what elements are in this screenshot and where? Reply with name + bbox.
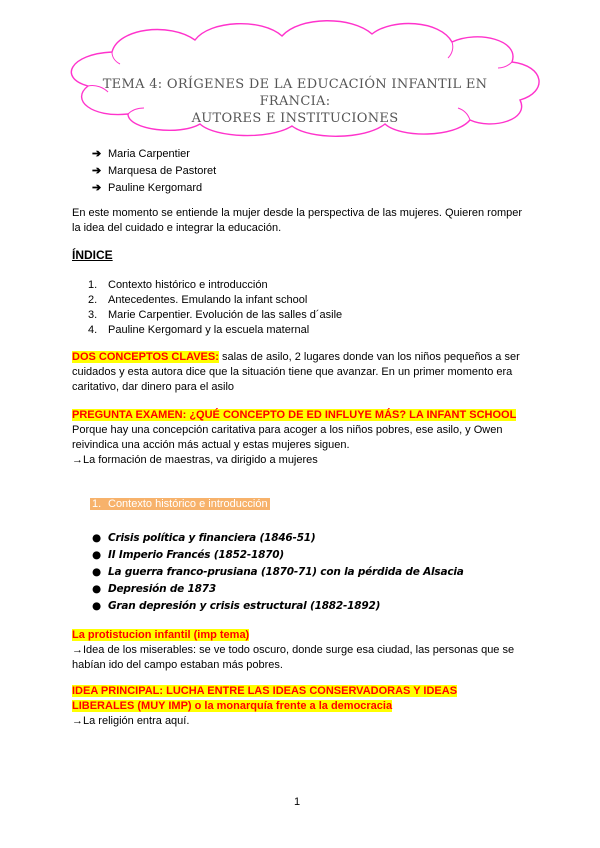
authors-list [92, 146, 216, 197]
title-line-2: AUTORES E INSTITUCIONES [191, 111, 399, 126]
pregunta-block [72, 408, 532, 468]
idea-principal-line-2: LIBERALES (MUY IMP) o la monarquía frente a la democracia [72, 700, 393, 712]
pregunta-arrow-text: →La formación de maestras, va dirigido a mujeres [72, 454, 318, 466]
list-item: 3. Marie Carpentier. Evolución de las salles d´asile [88, 309, 343, 321]
section-heading: 1. Contexto histórico e introducción [92, 498, 268, 510]
idea-principal-line-1: IDEA PRINCIPAL: LUCHA ENTRE LAS IDEAS CONSERVADORAS Y IDEAS [72, 685, 458, 697]
pregunta-text: Porque hay una concepción caritativa para acoger a los niños pobres, ese asilo, y Owen reivindica una acción más actual y estas mujeres siguen. [72, 424, 503, 451]
dos-conceptos-label: DOS CONCEPTOS CLAVES: [72, 351, 219, 363]
list-item: ● La guerra franco-prusiana (1870-71) con la pérdida de Alsacia [92, 564, 464, 581]
list-item: ● II Imperio Francés (1852-1870) [92, 547, 464, 564]
prostitucion-block [72, 628, 532, 673]
bullet-icon: ● [92, 583, 101, 595]
list-item: ➔ Maria Carpentier [92, 146, 216, 163]
list-item: 4. Pauline Kergomard y la escuela maternal [88, 324, 310, 336]
pregunta-label: PREGUNTA EXAMEN: ¿QUÉ CONCEPTO DE ED INFLUYE MÁS? LA INFANT SCHOOL [72, 409, 517, 421]
bullet-icon: ● [92, 600, 101, 612]
title-line-1: TEMA 4: ORÍGENES DE LA EDUCACIÓN INFANTIL EN FRANCIA: [102, 77, 488, 109]
page-number: 1 [294, 796, 301, 808]
prostitucion-label: La protistucion infantil (imp tema) [72, 629, 250, 641]
arrow-right-icon: ➔ [92, 182, 102, 194]
list-item: 1. Contexto histórico e introducción [88, 279, 268, 291]
indice-heading: ÍNDICE [72, 248, 113, 262]
bullet-icon: ● [92, 549, 101, 561]
list-item: ● Crisis política y financiera (1846-51) [92, 530, 464, 547]
dos-conceptos-paragraph [72, 350, 532, 395]
list-item: ➔ Pauline Kergomard [92, 180, 216, 197]
idea-principal-block [72, 684, 532, 729]
bullet-icon: ● [92, 532, 101, 544]
arrow-right-icon: ➔ [92, 165, 102, 177]
page-title [75, 76, 515, 127]
intro-paragraph: En este momento se entiende la mujer desde la perspectiva de las mujeres. Quieren romper la idea del cuidado e integrar la educación. [72, 207, 523, 234]
list-item: ● Depresión de 1873 [92, 581, 464, 598]
list-item: 2. Antecedentes. Emulando la infant school [88, 294, 308, 306]
prostitucion-text: →Idea de los miserables: se ve todo oscuro, donde surge esa ciudad, las personas que se habían ido del campo estaban más pobres. [72, 644, 515, 671]
indice-list [88, 278, 342, 338]
list-item: ● Gran depresión y crisis estructural (1882-1892) [92, 598, 464, 615]
bullet-icon: ● [92, 566, 101, 578]
list-item: ➔ Marquesa de Pastoret [92, 163, 216, 180]
dos-conceptos-text: salas de asilo, 2 lugares donde van los niños pequeños a ser cuidados y esta autora dice que la situación tiene que avanzar. En un primer momento era caritativo, dar dinero para el asilo [72, 351, 520, 393]
context-list [92, 530, 464, 615]
idea-principal-text: →La religión entra aquí. [72, 715, 190, 727]
arrow-right-icon: ➔ [92, 148, 102, 160]
